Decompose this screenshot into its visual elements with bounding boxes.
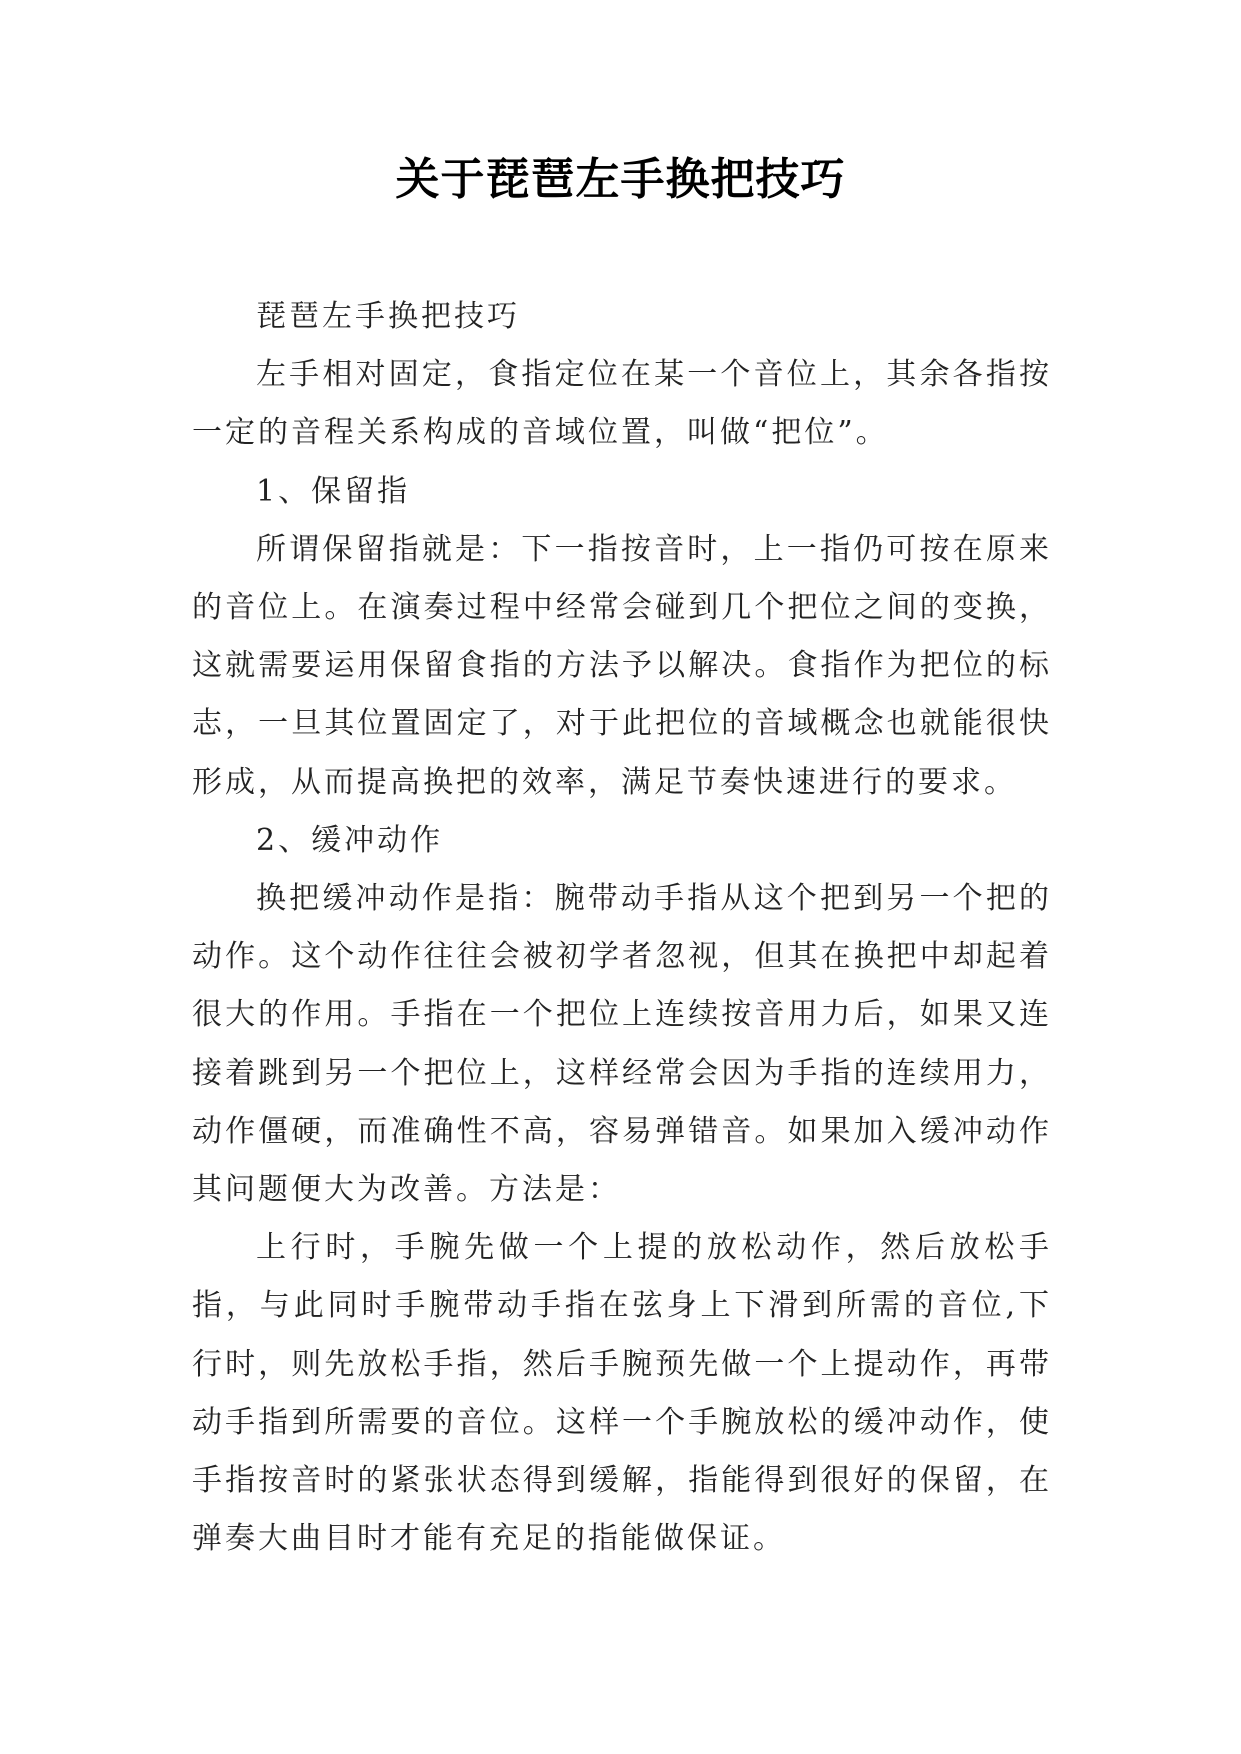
section-heading-buffer-action: 2、缓冲动作 xyxy=(256,822,444,858)
paragraph-method: 上行时，手腕先做一个上提的放松动作，然后放松手指，与此同时手腕带动手指在弦身上下滑到所需的音位,下行时，则先放松手指，然后手腕预先做一个上提动作，再带动手指到所需要的音位。这样一个手腕放松的缓冲动作，使手指按音时的紧张状态得到缓解，指能得到很好的保留，在弹奏大曲目时才能有充足的指能做保证。 xyxy=(192,1230,1052,1557)
paragraph-definition: 左手相对固定，食指定位在某一个音位上，其余各指按一定的音程关系构成的音域位置，叫做“把位”。 xyxy=(192,357,1052,451)
paragraph-subtitle: 琵琶左手换把技巧 xyxy=(256,299,520,334)
document-title: 关于琵琶左手换把技巧 xyxy=(395,154,846,205)
paragraph-buffer-action: 换把缓冲动作是指：腕带动手指从这个把到另一个把的动作。这个动作往往会被初学者忽视，但其在换把中却起着很大的作用。手指在一个把位上连续按音用力后，如果又连接着跳到另一个把位上，这样经常会因为手指的连续用力，动作僵硬，而准确性不高，容易弹错音。如果加入缓冲动作其问题便大为改善。方法是： xyxy=(192,881,1052,1208)
section-heading-retained-finger: 1、保留指 xyxy=(256,473,411,509)
document-body xyxy=(192,288,1052,1568)
paragraph-retained-finger: 所谓保留指就是：下一指按音时，上一指仍可按在原来的音位上。在演奏过程中经常会碰到几个把位之间的变换，这就需要运用保留食指的方法予以解决。食指作为把位的标志，一旦其位置固定了，对于此把位的音域概念也就能很快形成，从而提高换把的效率，满足节奏快速进行的要求。 xyxy=(192,531,1052,800)
